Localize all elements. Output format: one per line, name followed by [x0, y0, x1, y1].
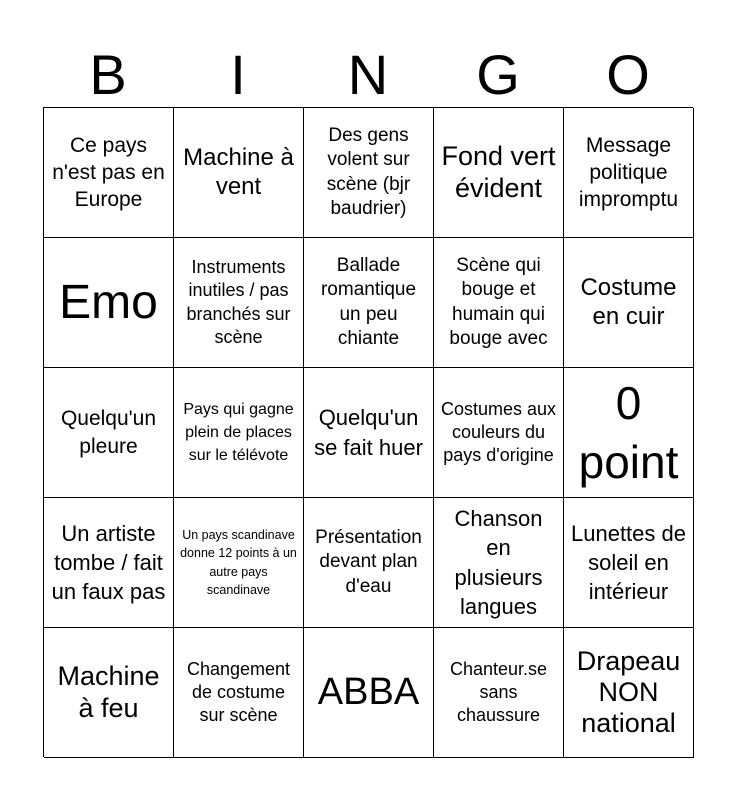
bingo-cell[interactable]: Ballade romantique un peu chiante [304, 238, 434, 368]
bingo-cell[interactable]: 0 point [564, 368, 694, 498]
bingo-cell[interactable]: Pays qui gagne plein de places sur le télévote [174, 368, 304, 498]
bingo-cell[interactable]: Quelqu'un pleure [44, 368, 174, 498]
bingo-cell[interactable]: Drapeau NON national [564, 628, 694, 758]
bingo-cell[interactable]: Machine à vent [174, 108, 304, 238]
bingo-cell[interactable]: Scène qui bouge et humain qui bouge avec [434, 238, 564, 368]
bingo-cell[interactable]: Ce pays n'est pas en Europe [44, 108, 174, 238]
bingo-cell[interactable]: Chanteur.se sans chaussure [434, 628, 564, 758]
bingo-cell[interactable]: Un artiste tombe / fait un faux pas [44, 498, 174, 628]
bingo-cell[interactable]: Instruments inutiles / pas branchés sur scène [174, 238, 304, 368]
bingo-cell[interactable]: Emo [44, 238, 174, 368]
header-letter-g: G [476, 43, 520, 106]
bingo-cell[interactable]: Fond vert évident [434, 108, 564, 238]
bingo-cell[interactable]: Changement de costume sur scène [174, 628, 304, 758]
bingo-cell[interactable]: ABBA [304, 628, 434, 758]
header-letter-i: I [230, 43, 246, 106]
bingo-cell[interactable]: Un pays scandinave donne 12 points à un autre pays scandinave [174, 498, 304, 628]
bingo-cell[interactable]: Présentation devant plan d'eau [304, 498, 434, 628]
header-letter-n: N [347, 43, 389, 106]
bingo-cell[interactable]: Lunettes de soleil en intérieur [564, 498, 694, 628]
bingo-cell[interactable]: Costumes aux couleurs du pays d'origine [434, 368, 564, 498]
header-letter-b: B [89, 43, 127, 106]
bingo-cell[interactable]: Des gens volent sur scène (bjr baudrier) [304, 108, 434, 238]
header-letter-o: O [606, 43, 650, 106]
bingo-cell[interactable]: Machine à feu [44, 628, 174, 758]
bingo-header [43, 44, 693, 106]
bingo-cell[interactable]: Chanson en plusieurs langues [434, 498, 564, 628]
bingo-cell[interactable]: Message politique impromptu [564, 108, 694, 238]
bingo-cell[interactable]: Costume en cuir [564, 238, 694, 368]
bingo-cell[interactable]: Quelqu'un se fait huer [304, 368, 434, 498]
bingo-grid [43, 107, 693, 757]
